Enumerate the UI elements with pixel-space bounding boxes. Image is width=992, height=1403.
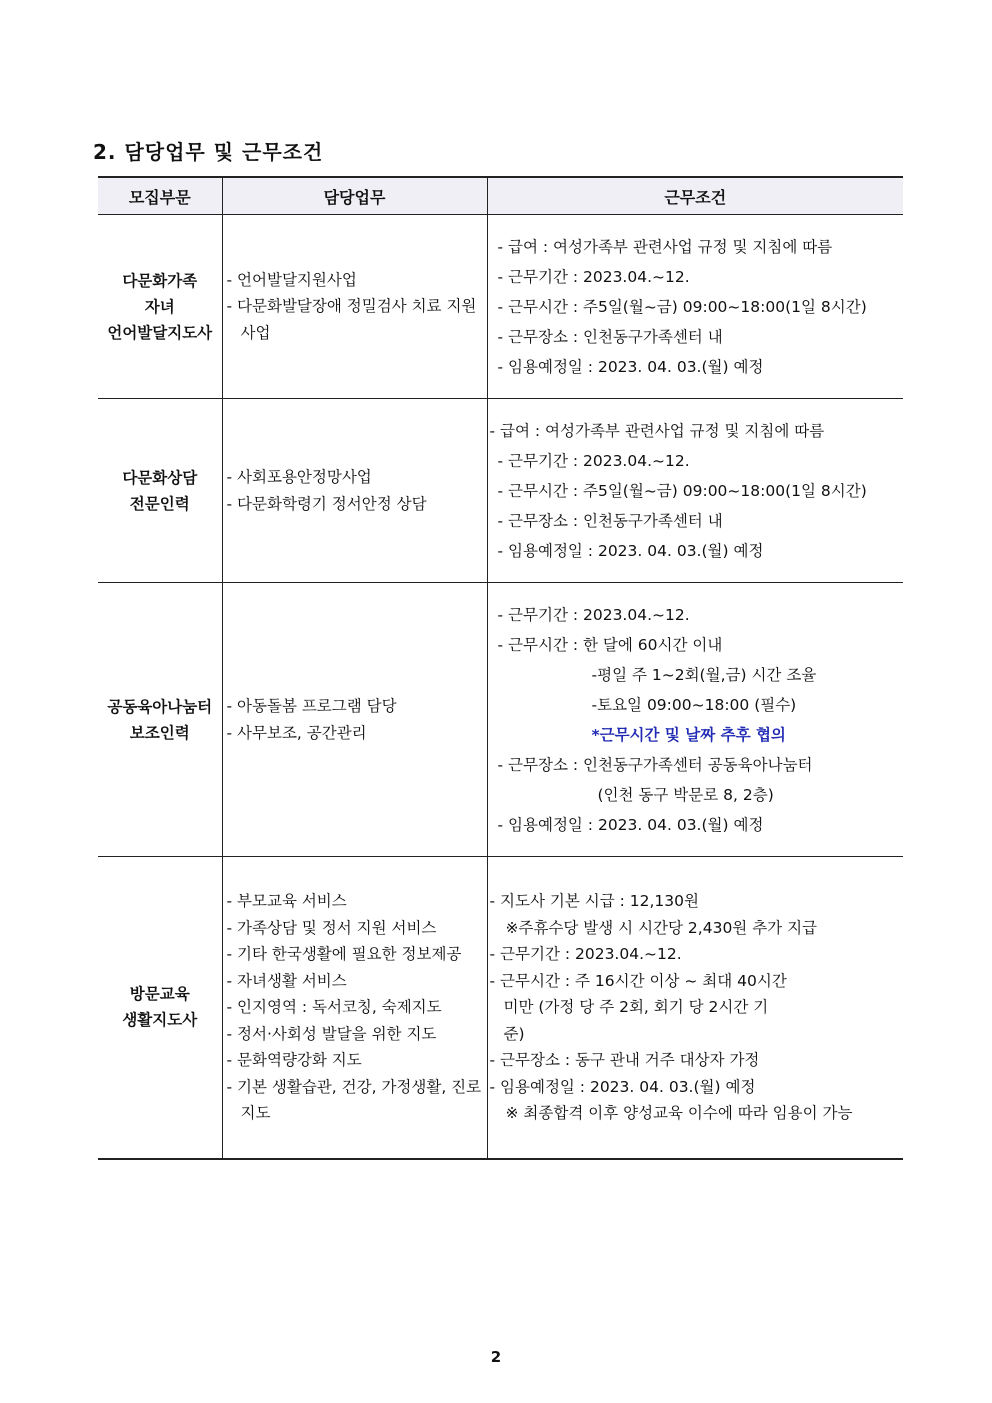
duties-cell (222, 215, 487, 399)
table-row (98, 583, 903, 857)
duty-item: - 다문화학령기 정서안정 상담 (226, 494, 427, 513)
conditions-cell (487, 399, 903, 583)
condition-item: - 근무시간 : 주5일(월~금) 09:00~18:00(1일 8시간) (497, 297, 867, 316)
condition-item: - 근무기간 : 2023.04.~12. (497, 605, 690, 624)
condition-item: - 급여 : 여성가족부 관련사업 규정 및 지침에 따름 (497, 237, 833, 256)
condition-item: - 급여 : 여성가족부 관련사업 규정 및 지침에 따름 (489, 421, 825, 440)
condition-item: - 근무시간 : 한 달에 60시간 이내 (497, 635, 723, 654)
condition-subitem: -평일 주 1~2회(월,금) 시간 조율 (591, 665, 817, 684)
duties-cell (222, 583, 487, 857)
page-number: 2 (490, 1348, 502, 1366)
conditions-cell (487, 857, 903, 1159)
dept-cell (98, 583, 222, 857)
dept-line: 방문교육 (129, 985, 190, 1004)
dept-line: 전문인력 (129, 494, 190, 513)
duty-item: - 다문화발달장애 정밀검사 치료 지원사업 (226, 297, 477, 342)
condition-item: - 임용예정일 : 2023. 04. 03.(월) 예정 (489, 1077, 756, 1096)
condition-item: - 근무시간 : 주5일(월~금) 09:00~18:00(1일 8시간) (497, 481, 867, 500)
dept-line: 다문화가족 (122, 271, 198, 290)
duty-item: - 자녀생활 서비스 (226, 971, 347, 990)
header-dept: 모집부문 (98, 177, 222, 215)
condition-item: - 지도사 기본 시급 : 12,130원 (489, 892, 699, 910)
schedule-note: *근무시간 및 날짜 추후 협의 (591, 725, 786, 744)
duties-cell (222, 399, 487, 583)
duty-item: - 아동돌봄 프로그램 담당 (226, 697, 397, 715)
allowance-note: ※주휴수당 발생 시 시간당 2,430원 추가 지급 (505, 918, 818, 937)
dept-line: 보조인력 (129, 723, 190, 742)
appointment-note: ※ 최종합격 이후 양성교육 이수에 따라 임용이 가능 (505, 1104, 853, 1122)
condition-item: - 임용예정일 : 2023. 04. 03.(월) 예정 (497, 357, 764, 376)
duty-item: - 사무보조, 공간관리 (226, 723, 367, 742)
condition-item: - 임용예정일 : 2023. 04. 03.(월) 예정 (497, 541, 764, 560)
header-duties: 담당업무 (222, 177, 487, 215)
dept-line: 공동육아나눔터 (107, 697, 213, 716)
dept-line: 다문화상담 (122, 468, 198, 487)
section-title: 2. 담당업무 및 근무조건 (93, 140, 324, 164)
table-row (98, 215, 903, 399)
recruitment-table (98, 176, 903, 1160)
duty-item: - 인지영역 : 독서코칭, 숙제지도 (226, 998, 442, 1016)
condition-item: - 근무기간 : 2023.04.~12. (497, 267, 690, 286)
duty-item: - 언어발달지원사업 (226, 270, 357, 289)
condition-item: - 근무장소 : 인천동구가족센터 내 (497, 511, 723, 530)
table-row (98, 857, 903, 1159)
duties-cell (222, 857, 487, 1159)
table-row (98, 399, 903, 583)
condition-item: - 근무장소 : 인천동구가족센터 내 (497, 327, 723, 346)
dept-cell (98, 215, 222, 399)
table-header-row (98, 177, 903, 215)
condition-item: - 근무시간 : 주 16시간 이상 ~ 최대 40시간 미만 (가정 당 주 2회, 회기 당 2시간 기준) (489, 971, 787, 1043)
dept-line: 자녀 (144, 297, 175, 316)
condition-item: - 임용예정일 : 2023. 04. 03.(월) 예정 (497, 815, 764, 834)
duty-item: - 정서·사회성 발달을 위한 지도 (226, 1024, 437, 1043)
conditions-cell (487, 583, 903, 857)
duty-item: - 가족상담 및 정서 지원 서비스 (226, 918, 437, 937)
duty-item: - 부모교육 서비스 (226, 892, 347, 910)
address-note: (인천 동구 박문로 8, 2층) (597, 785, 774, 804)
header-conditions: 근무조건 (487, 177, 903, 215)
duty-item: - 사회포용안정망사업 (226, 468, 372, 486)
condition-item: - 근무장소 : 인천동구가족센터 공동육아나눔터 (497, 755, 813, 774)
condition-subitem: -토요일 09:00~18:00 (필수) (591, 695, 797, 714)
duty-item: - 기본 생활습관, 건강, 가정생활, 진로 지도 (226, 1077, 482, 1122)
dept-line: 언어발달지도사 (107, 323, 213, 342)
condition-item: - 근무기간 : 2023.04.~12. (489, 945, 682, 963)
duty-item: - 기타 한국생활에 필요한 정보제공 (226, 945, 462, 963)
dept-line: 생활지도사 (122, 1011, 198, 1030)
condition-item: - 근무기간 : 2023.04.~12. (497, 451, 690, 470)
condition-item: - 근무장소 : 동구 관내 거주 대상자 가정 (489, 1051, 760, 1069)
duty-item: - 문화역량강화 지도 (226, 1051, 362, 1069)
conditions-cell (487, 215, 903, 399)
dept-cell (98, 857, 222, 1159)
dept-cell (98, 399, 222, 583)
